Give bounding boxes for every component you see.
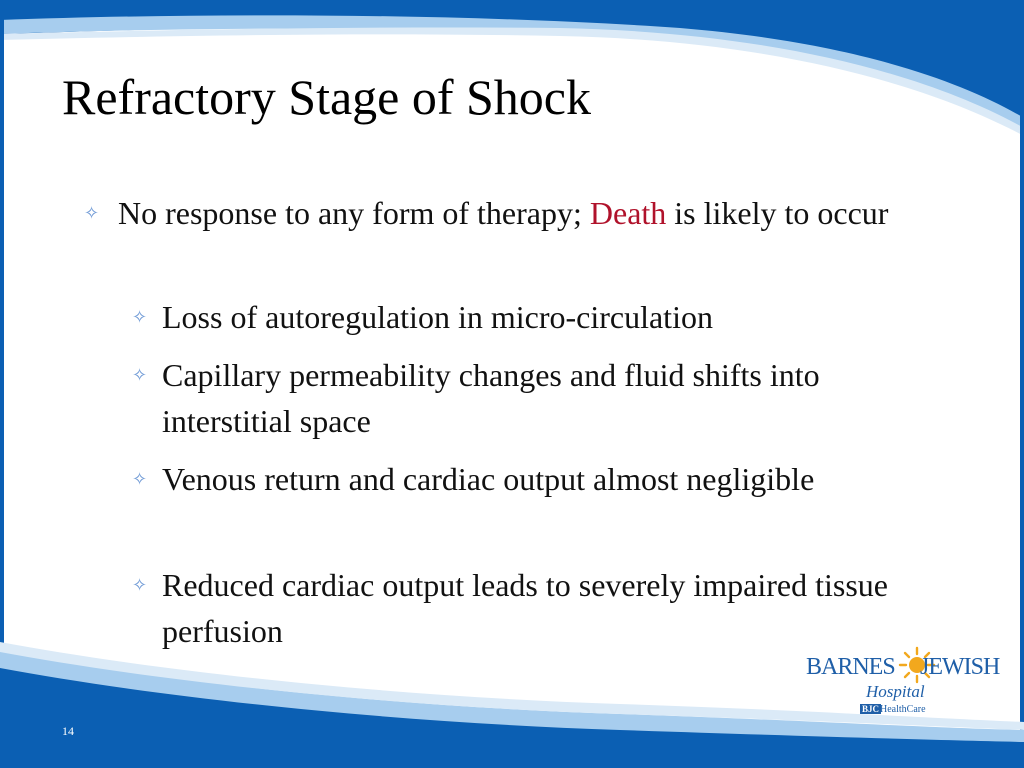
four-point-star-icon: ✧ bbox=[132, 365, 148, 385]
page-number: 14 bbox=[62, 724, 74, 738]
four-point-star-icon: ✧ bbox=[132, 469, 148, 489]
four-point-star-icon: ✧ bbox=[132, 307, 148, 327]
bullet-main bbox=[118, 190, 958, 236]
logo-healthcare: HealthCare bbox=[880, 704, 926, 715]
sub-bullet-3: Venous return and cardiac output almost negligible bbox=[162, 461, 815, 497]
sub-bullet-2: Capillary permeability changes and fluid shifts into interstitial space bbox=[162, 357, 820, 439]
logo-jewish: JEWISH bbox=[920, 654, 1000, 680]
logo-hospital: Hospital bbox=[866, 682, 925, 701]
four-point-star-icon: ✧ bbox=[84, 203, 100, 223]
slide-title: Refractory Stage of Shock bbox=[62, 69, 592, 125]
bullet-main-text-before: No response to any form of therapy; bbox=[118, 195, 590, 231]
logo-bjc: BJC bbox=[862, 704, 880, 714]
bullet-main-highlight: Death bbox=[589, 195, 667, 231]
sub-bullet-1: Loss of autoregulation in micro-circulation bbox=[162, 299, 713, 335]
four-point-star-icon: ✧ bbox=[132, 575, 148, 595]
sub-bullet-4: Reduced cardiac output leads to severely impaired tissue perfusion bbox=[162, 567, 888, 649]
logo-barnes: BARNES bbox=[806, 654, 895, 680]
barnes-jewish-logo bbox=[800, 646, 1000, 718]
bullet-main-text-after: is likely to occur bbox=[666, 195, 889, 231]
